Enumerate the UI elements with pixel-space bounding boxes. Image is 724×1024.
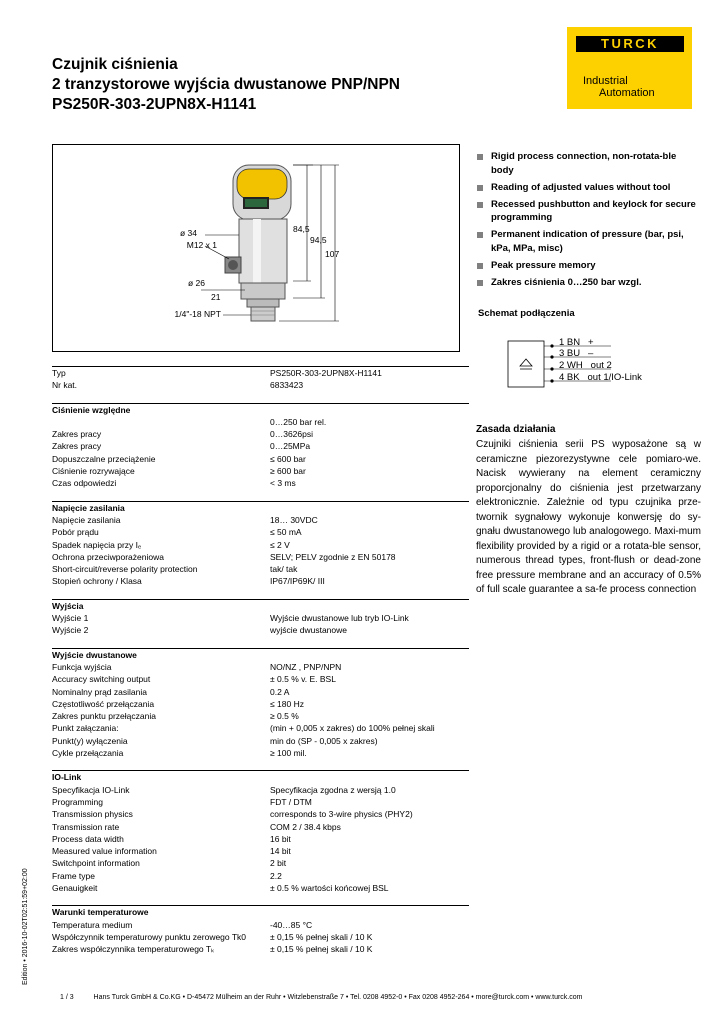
- feature-item: Rigid process connection, non-rotata-ble body: [476, 150, 698, 177]
- spec-value: ± 0.5 % v. E. BSL: [270, 674, 336, 685]
- feature-item: Zakres ciśnienia 0…250 bar wzgl.: [476, 276, 698, 290]
- dim-dia26: ø 26: [187, 278, 205, 288]
- spec-row: [52, 857, 469, 869]
- feature-item: Reading of adjusted values without tool: [476, 181, 698, 195]
- dimension-drawing: [52, 144, 460, 352]
- spec-label: Czas odpowiedzi: [52, 478, 117, 489]
- spec-value: Wyjście dwustanowe lub tryb IO-Link: [270, 613, 409, 624]
- spec-row: [52, 808, 469, 820]
- spec-label: Cykle przełączania: [52, 748, 124, 759]
- sensor-drawing-svg: [53, 145, 459, 351]
- spec-row: [52, 539, 469, 551]
- spec-row: [52, 453, 469, 465]
- spec-label: Transmission physics: [52, 809, 133, 820]
- spec-section-title: Warunki temperaturowe: [52, 907, 149, 918]
- spec-row: [52, 931, 469, 943]
- spec-value: ≤ 180 Hz: [270, 698, 304, 709]
- spec-value: 14 bit: [270, 846, 291, 857]
- spec-row: [52, 735, 469, 747]
- pin-1-label: 1 BN +: [559, 337, 594, 348]
- spec-value: corresponds to 3-wire physics (PHY2): [270, 809, 413, 820]
- spec-label: Ciśnienie rozrywające: [52, 466, 135, 477]
- spec-value: ≥ 600 bar: [270, 466, 306, 477]
- spec-value: < 3 ms: [270, 478, 296, 489]
- spec-value: ± 0.5 % wartości końcowej BSL: [270, 882, 389, 893]
- spec-row: [52, 673, 469, 685]
- spec-label: Funkcja wyjścia: [52, 661, 112, 672]
- spec-row: [52, 440, 469, 452]
- page-title: [52, 55, 400, 115]
- wiring-title: Schemat podłączenia: [478, 308, 575, 319]
- spec-value: wyjście dwustanowe: [270, 625, 348, 636]
- feature-list: [476, 150, 698, 293]
- spec-row: [52, 428, 469, 440]
- spec-value: FDT / DTM: [270, 796, 312, 807]
- spec-section-heading: [52, 599, 469, 612]
- feature-item: Peak pressure memory: [476, 259, 698, 273]
- spec-row: [52, 943, 469, 955]
- spec-label: Genauigkeit: [52, 882, 98, 893]
- spec-row: [52, 416, 469, 428]
- spec-value: 16 bit: [270, 833, 291, 844]
- spec-row: [52, 366, 469, 379]
- spec-value: 0…25MPa: [270, 441, 311, 452]
- spec-label: Zakres pracy: [52, 429, 102, 440]
- spec-label: Wyjście 2: [52, 625, 89, 636]
- spec-label: Napięcie zasilania: [52, 514, 121, 525]
- spec-label: Spadek napięcia przy Iₑ: [52, 539, 142, 550]
- spec-label: Punkt(y) wyłączenia: [52, 735, 128, 746]
- pin-4-label: 4 BK out 1/IO-Link: [559, 372, 642, 383]
- spec-section-title: Napięcie zasilania: [52, 502, 125, 513]
- dim-wrench: 21: [211, 292, 221, 302]
- spec-section-heading: [52, 501, 469, 514]
- spec-row: [52, 612, 469, 624]
- pin-3-label: 3 BU –: [559, 348, 594, 359]
- feature-item: Recessed pushbutton and keylock for secure programming: [476, 198, 698, 225]
- spec-label: Nominalny prąd zasilania: [52, 686, 147, 697]
- spec-row: [52, 710, 469, 722]
- spec-section-title: Wyjście dwustanowe: [52, 649, 137, 660]
- spec-label: Switchpoint information: [52, 858, 140, 869]
- spec-label: Short-circuit/reverse polarity protection: [52, 564, 198, 575]
- spec-row: [52, 796, 469, 808]
- spec-table: [52, 366, 469, 955]
- spec-value: 6833423: [270, 380, 304, 391]
- dim-dia34: ø 34: [179, 228, 197, 238]
- footer: [60, 994, 582, 1001]
- spec-row: [52, 624, 469, 636]
- spec-label: Frame type: [52, 870, 95, 881]
- dim-npt: 1/4"-18 NPT: [174, 309, 221, 319]
- spec-value: ≥ 0.5 %: [270, 711, 299, 722]
- logo-industrial: Industrial: [583, 75, 628, 87]
- spec-section-heading: [52, 403, 469, 416]
- spec-value: ± 0,15 % pełnej skali / 10 K: [270, 931, 373, 942]
- spec-label: Typ: [52, 368, 66, 378]
- spec-value: SELV; PELV zgodnie z EN 50178: [270, 551, 396, 562]
- spec-row: [52, 698, 469, 710]
- spec-value: 2.2: [270, 870, 282, 881]
- spec-label: Współczynnik temperaturowy punktu zerowego Tk0: [52, 931, 247, 942]
- spec-label: Punkt załączania:: [52, 723, 119, 734]
- spec-row: [52, 747, 469, 759]
- spec-value: PS250R-303-2UPN8X-H1141: [270, 368, 382, 378]
- spec-row: [52, 686, 469, 698]
- spec-label: Accuracy switching output: [52, 674, 151, 685]
- spec-section-title: IO-Link: [52, 772, 82, 783]
- spec-value: ± 0,15 % pełnej skali / 10 K: [270, 944, 373, 955]
- spec-row: [52, 526, 469, 538]
- spec-row: [52, 563, 469, 575]
- spec-row: [52, 833, 469, 845]
- pin-2-label: 2 WH out 2: [559, 360, 612, 371]
- spec-label: Zakres pracy: [52, 441, 102, 452]
- spec-section-title: Wyjścia: [52, 600, 84, 611]
- spec-value: -40…85 °C: [270, 919, 313, 930]
- spec-value: 2 bit: [270, 858, 287, 869]
- spec-value: ≥ 100 mil.: [270, 748, 307, 759]
- dim-h1: 84,5: [293, 224, 310, 234]
- spec-value: 0…250 bar rel.: [270, 416, 327, 427]
- spec-section-heading: [52, 905, 469, 918]
- spec-value: COM 2 / 38.4 kbps: [270, 821, 341, 832]
- title-line1: Czujnik ciśnienia: [52, 56, 178, 73]
- spec-row: [52, 661, 469, 673]
- spec-value: min do (SP - 0,005 x zakres): [270, 735, 378, 746]
- spec-label: Programming: [52, 796, 104, 807]
- spec-section-heading: [52, 648, 469, 661]
- spec-label: Temperatura medium: [52, 919, 133, 930]
- spec-label: Measured value information: [52, 846, 157, 857]
- spec-value: tak/ tak: [270, 564, 298, 575]
- wiring-diagram: [507, 335, 697, 402]
- spec-label: Wyjście 1: [52, 613, 89, 624]
- spec-row: [52, 870, 469, 882]
- spec-row: [52, 821, 469, 833]
- spec-row: [52, 465, 469, 477]
- spec-value: ≤ 2 V: [270, 539, 290, 550]
- spec-value: IP67/IP69K/ III: [270, 576, 325, 587]
- feature-item: Permanent indication of pressure (bar, psi, kPa, MPa, misc): [476, 228, 698, 255]
- page-number: 1 / 3: [60, 994, 74, 1001]
- spec-value: NO/NZ , PNP/NPN: [270, 661, 342, 672]
- dim-h2: 94,5: [310, 235, 327, 245]
- spec-value: ≤ 50 mA: [270, 527, 302, 538]
- spec-section-heading: [52, 770, 469, 783]
- spec-row: [52, 379, 469, 391]
- spec-row: [52, 919, 469, 931]
- spec-value: (min + 0,005 x zakres) do 100% pełnej skali: [270, 723, 435, 734]
- spec-label: Dopuszczalne przeciążenie: [52, 453, 156, 464]
- dim-h3: 107: [325, 249, 340, 259]
- spec-row: [52, 551, 469, 563]
- principle-title: Zasada działania: [476, 424, 556, 435]
- title-line3: PS250R-303-2UPN8X-H1141: [52, 96, 257, 113]
- spec-section-title: Ciśnienie względne: [52, 404, 131, 415]
- spec-label: Zakres punktu przełączania: [52, 711, 156, 722]
- spec-label: Transmission rate: [52, 821, 120, 832]
- principle-text: Czujniki ciśnienia serii PS wyposażone są w ceramiczne piezorezystywne cele pomiaro-we. Nacisk wywierany na element ceramiczny proporcjonalny do ciśnienia jest przetwarzany elektronicznie. Zależnie od typu czujnika prze-twornik sygnałowy wykonuje konwersję do sy-gnału dwustanowego lub analogowego. Maxi-mum flexibility provided by a rigid or a rotata-ble sensor, numerous thread types, front-flush or dead-zone free pressure membrane and an accuracy of 0.5% of full scale guarantee a sa-fe process connection: [476, 439, 701, 595]
- spec-label: Nr kat.: [52, 380, 78, 391]
- spec-row: [52, 882, 469, 894]
- spec-row: [52, 575, 469, 587]
- title-line2: 2 tranzystorowe wyjścia dwustanowe PNP/NPN: [52, 76, 400, 93]
- spec-row: [52, 722, 469, 734]
- dim-thread-m12: M12 x 1: [186, 240, 217, 250]
- spec-label: Ochrona przeciwporażeniowa: [52, 551, 164, 562]
- spec-value: ≤ 600 bar: [270, 453, 306, 464]
- logo-automation: Automation: [599, 87, 655, 99]
- spec-label: Zakres współczynnika temperaturowego Tₖ: [52, 944, 215, 955]
- spec-label: Stopień ochrony / Klasa: [52, 576, 142, 587]
- spec-value: 0…3626psi: [270, 429, 314, 440]
- spec-value: 0.2 A: [270, 686, 290, 697]
- spec-label: Process data width: [52, 833, 124, 844]
- spec-row: [52, 845, 469, 857]
- spec-label: Częstotliwość przełączania: [52, 698, 155, 709]
- spec-row: [52, 784, 469, 796]
- spec-value: Specyfikacja zgodna z wersją 1.0: [270, 784, 396, 795]
- footer-contact: Hans Turck GmbH & Co.KG • D-45472 Mülheim an der Ruhr • Witzlebenstraße 7 • Tel. 0208 4952-0 • Fax 0208 4952-264 • more@turck.com • www.turck.com: [93, 994, 583, 1001]
- spec-label: Pobór prądu: [52, 527, 99, 538]
- spec-value: 18… 30VDC: [270, 514, 318, 525]
- edition-stamp: Edition • 2016-10-02T02:51:59+02:00: [22, 868, 29, 985]
- spec-label: Specyfikacja IO-Link: [52, 784, 130, 795]
- logo-wordmark: TURCK: [576, 36, 684, 52]
- spec-row: [52, 514, 469, 526]
- spec-row: [52, 477, 469, 489]
